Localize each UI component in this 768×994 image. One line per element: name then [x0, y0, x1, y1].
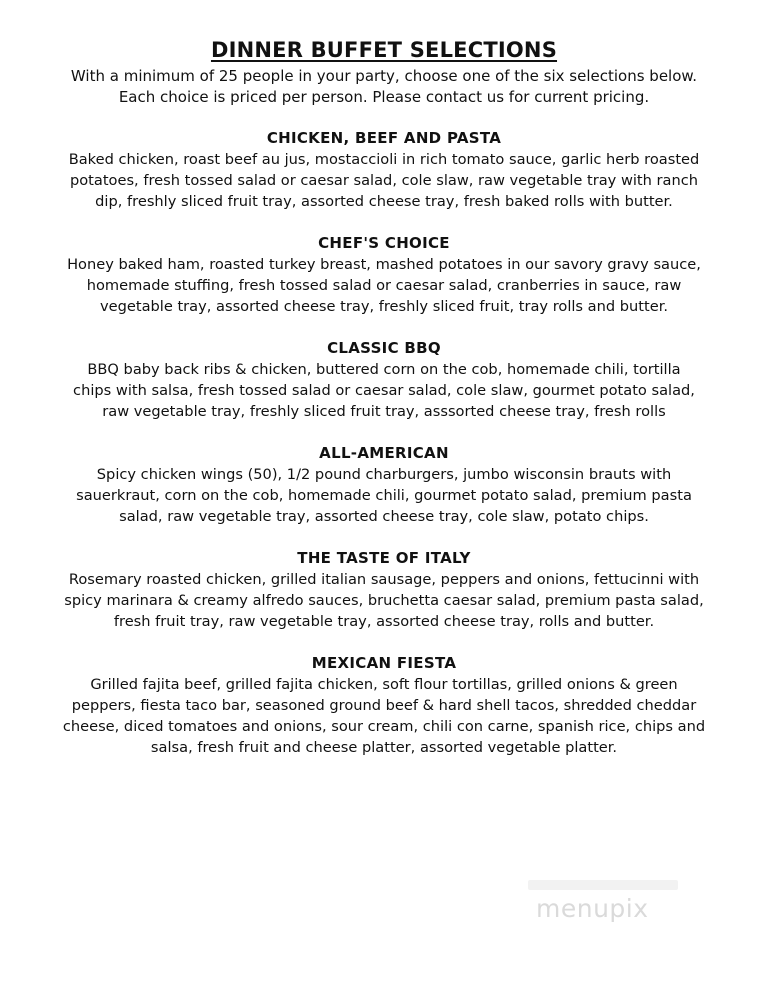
description-line: chips with salsa, fresh tossed salad or caesar salad, cole slaw, gourmet potato salad,	[73, 382, 695, 399]
page-title-text: DINNER BUFFET SELECTIONS	[210, 38, 558, 62]
description-line: fresh fruit tray, raw vegetable tray, assorted cheese tray, rolls and butter.	[113, 613, 655, 630]
description-line: homemade stuffing, fresh tossed salad or caesar salad, cranberries in sauce, raw	[86, 277, 682, 294]
description-line: salad, raw vegetable tray, assorted cheese tray, cole slaw, potato chips.	[119, 508, 649, 525]
section-heading: THE TASTE OF ITALY	[297, 549, 471, 567]
description-line: cheese, diced tomatoes and onions, sour cream, chili con carne, spanish rice, chips and	[62, 718, 706, 735]
description-line: dip, freshly sliced fruit tray, assorted cheese tray, fresh baked rolls with butter.	[95, 193, 673, 210]
menu-section-taste-of-italy	[40, 548, 728, 632]
description-line: BBQ baby back ribs & chicken, buttered corn on the cob, homemade chili, tortilla	[87, 361, 681, 378]
section-description	[40, 569, 728, 632]
section-heading: CHEF'S CHOICE	[318, 234, 450, 252]
description-line: Grilled fajita beef, grilled fajita chicken, soft flour tortillas, grilled onions & green	[90, 676, 678, 693]
description-line: Honey baked ham, roasted turkey breast, mashed potatoes in our savory gravy sauce,	[67, 256, 701, 273]
description-line: potatoes, fresh tossed salad or caesar salad, cole slaw, raw vegetable tray with ranch	[69, 172, 699, 189]
section-description	[40, 149, 728, 212]
section-description	[40, 464, 728, 527]
menupix-watermark	[522, 872, 692, 932]
section-description	[40, 254, 728, 317]
description-line: Rosemary roasted chicken, grilled italian sausage, peppers and onions, fettucinni with	[68, 571, 700, 588]
description-line: spicy marinara & creamy alfredo sauces, bruchetta caesar salad, premium pasta salad,	[64, 592, 704, 609]
watermark-faded-strip	[528, 880, 678, 890]
section-description	[40, 359, 728, 422]
description-line: salsa, fresh fruit and cheese platter, assorted vegetable platter.	[150, 739, 618, 756]
description-line: peppers, fiesta taco bar, seasoned ground beef & hard shell tacos, shredded cheddar	[71, 697, 697, 714]
page-title	[0, 38, 768, 62]
section-heading: MEXICAN FIESTA	[311, 654, 457, 672]
section-heading: CHICKEN, BEEF AND PASTA	[266, 129, 502, 147]
watermark-logo-text: menupix	[536, 894, 649, 923]
intro-line: With a minimum of 25 people in your party, choose one of the six selections below.	[70, 67, 698, 85]
section-heading: ALL-AMERICAN	[319, 444, 449, 462]
intro-text	[40, 66, 728, 108]
description-line: vegetable tray, assorted cheese tray, freshly sliced fruit, tray rolls and butter.	[99, 298, 668, 315]
menu-section-mexican-fiesta	[40, 653, 728, 758]
description-line: Spicy chicken wings (50), 1/2 pound charburgers, jumbo wisconsin brauts with	[96, 466, 672, 483]
section-heading: CLASSIC BBQ	[327, 339, 441, 357]
description-line: Baked chicken, roast beef au jus, mostaccioli in rich tomato sauce, garlic herb roasted	[68, 151, 700, 168]
menu-section-chicken-beef-pasta	[40, 128, 728, 212]
description-line: raw vegetable tray, freshly sliced fruit tray, asssorted cheese tray, fresh rolls	[102, 403, 666, 420]
menu-section-classic-bbq	[40, 338, 728, 422]
description-line: sauerkraut, corn on the cob, homemade chili, gourmet potato salad, premium pasta	[76, 487, 692, 504]
intro-line: Each choice is priced per person. Please contact us for current pricing.	[118, 88, 650, 106]
section-description	[40, 674, 728, 758]
menu-section-all-american	[40, 443, 728, 527]
menu-section-chefs-choice	[40, 233, 728, 317]
